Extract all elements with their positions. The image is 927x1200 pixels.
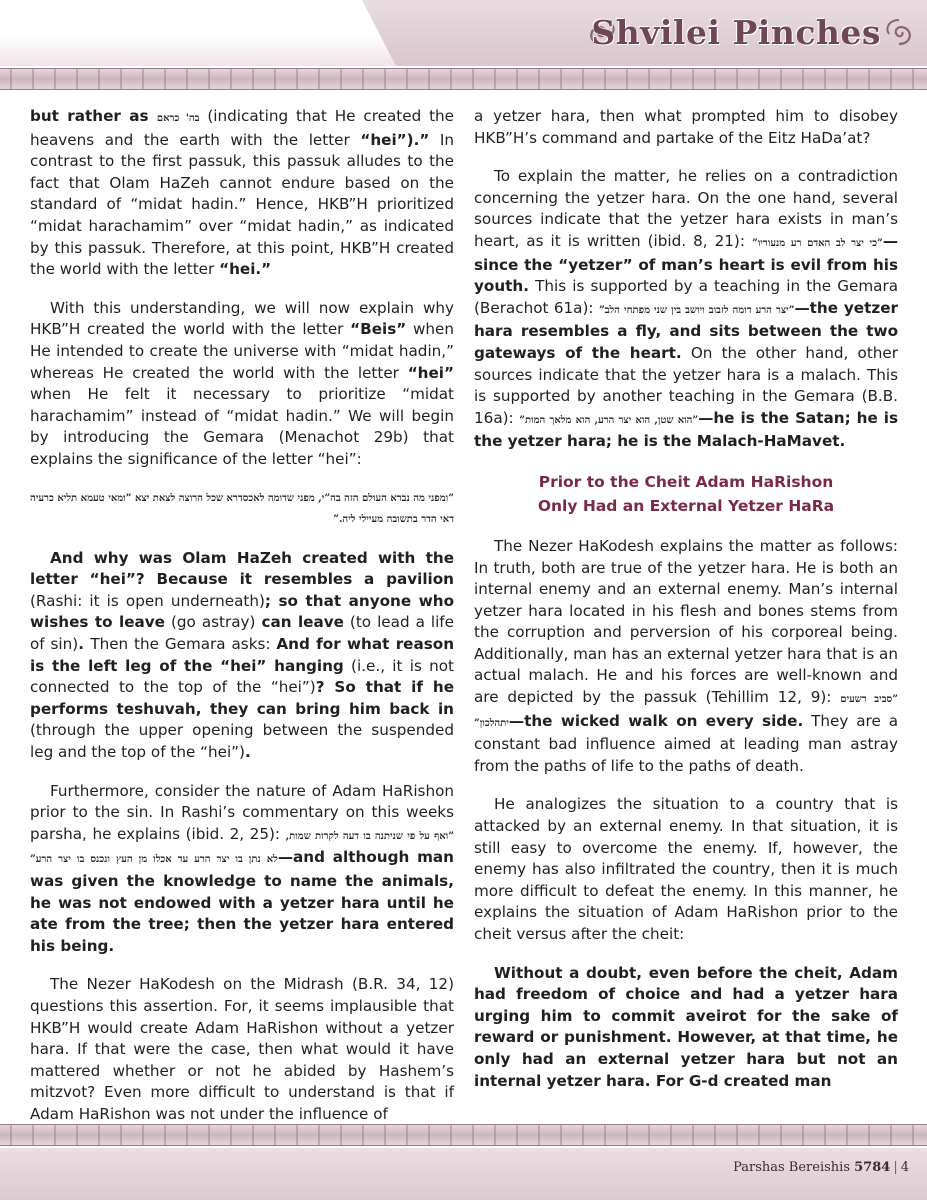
body-text: (indicating that He created the heavens and the earth with the letter	[30, 107, 455, 149]
body-text: The Nezer HaKodesh explains the matter as follows: In truth, both are true of the yetzer hara. He is both an internal enemy and an external enemy. Man’s internal yetzer hara located in his flesh and bones stems from the corruption and perversion of his corporeal being. Additionally, man has an external yetzer hara that is an actual malach. He and his forces are well-known and are depicted by the passuk (Tehillim 12, 9):	[474, 536, 898, 707]
paragraph	[474, 963, 898, 1093]
publication-title: Shvilei Pinches	[591, 13, 881, 52]
hebrew-phrase: ”הוא שטן, הוא יצר הרע, הוא מלאך המות”	[519, 414, 699, 426]
bold-text: “Beis”	[350, 320, 407, 339]
body-text: (go astray)	[164, 613, 262, 632]
hebrew-phrase: ”יצר הרע דומה לזבוב ויושב בין שני מפתחי הלב”	[598, 304, 795, 316]
page-footer	[733, 1158, 909, 1178]
body-text: This is supported by a teaching in the Gemara (Berachot 61a):	[474, 277, 898, 317]
swirl-ornament-icon	[881, 14, 917, 50]
paragraph	[474, 166, 898, 453]
hebrew-phrase: ”סביב רשעים יתהלכון”	[474, 694, 898, 729]
hebrew-phrase: ”ואף על פי שניתנה בו דעה לקרות שמות, לא נתן בו יצר הרע עד אכלו מן העץ ונכנס בו יצר הרע”	[30, 830, 454, 866]
section-heading	[474, 470, 898, 518]
body-text: Then the Gemara asks:	[90, 635, 277, 654]
body-text: (to lead a life of sin)	[30, 613, 454, 654]
paragraph	[30, 298, 454, 471]
bold-text: can leave	[261, 613, 344, 632]
body-text: when He intended to create the universe with “midat hadin,” whereas He created the world with the letter	[30, 320, 454, 382]
paragraph	[30, 106, 454, 281]
year: 5784	[854, 1160, 891, 1175]
bold-text: .	[78, 635, 91, 654]
body-text: when He felt it necessary to prioritize “midat harachamim” instead of “midat hadin.” We will begin by introducing the Gemara (Menachot 29b) that explains the significance of the letter “hei”:	[30, 385, 454, 468]
section-heading-line: Prior to the Cheit Adam HaRishon	[538, 472, 834, 491]
bold-text: “hei”	[407, 363, 454, 382]
bold-text: Without a doubt, even before the cheit, Adam had freedom of choice and had a yetzer hara urging him to commit aveirot for the sake of reward or punishment. However, at that time, he only had an external yetzer hara but not an internal yetzer hara. For G-d created man	[474, 963, 898, 1090]
bold-text: ? So that if he performs teshuvah, they can bring him back in	[30, 678, 455, 718]
body-text: (i.e., it is not connected to the top of the “hei”)	[30, 656, 454, 697]
paragraph	[474, 536, 898, 778]
hebrew-quote: ”ומפני מה נברא העולם הזה בה”י, מפני שדומה לאכסדרא שכל הרוצה לצאת יצא ”ומאי טעמא תליא כרעיה דאי הדר בתשובה מעיילי ליה.”	[30, 492, 454, 526]
body-text: Furthermore, consider the nature of Adam HaRishon prior to the sin. In Rashi’s commentary on this weeks parsha, he explains (ibid. 2, 25):	[30, 781, 454, 843]
paragraph	[30, 781, 454, 958]
body-text: The Nezer HaKodesh on the Midrash (B.R. 34, 12) questions this assertion. For, it seems implausible that HKB”H would create Adam HaRishon without a yetzer hara. If that were the case, then what would it have mattered whether or not he abided by Hashem’s mitzvot? Even more difficult to understand is that if Adam HaRishon was not under the influence of	[30, 975, 454, 1123]
paragraph	[474, 794, 898, 945]
bold-text: —and although man was given the knowledge to name the animals, he was not endowed with a yetzer hara until he ate from the tree; then the yetzer hara entered his being.	[30, 848, 454, 955]
page-number: 4	[900, 1160, 909, 1175]
body-text: With this understanding, we will now explain why HKB”H created the world with the letter	[30, 298, 454, 339]
hebrew-phrase: בה' כראם	[156, 113, 200, 124]
bold-text: ; so that anyone who wishes to leave	[30, 591, 454, 632]
bold-text: —the wicked walk on every side.	[508, 711, 804, 730]
body-text: a yetzer hara, then what prompted him to disobey HKB”H’s command and partake of the Eitz HaDa’at?	[474, 107, 898, 147]
paragraph	[30, 974, 454, 1125]
top-ornament-border	[0, 68, 927, 90]
right-column	[474, 106, 898, 1109]
separator: |	[893, 1160, 898, 1175]
bold-text: “hei”).”	[360, 130, 430, 149]
bold-text: but rather as	[30, 107, 157, 125]
body-text: (through the upper opening between the suspended leg and the top of the “hei”)	[30, 721, 454, 762]
bold-text: And for what reason is the left leg of the “hei” hanging	[30, 635, 455, 675]
hebrew-phrase: ”כי יצר לב האדם רע מנעוריו”	[751, 237, 883, 249]
bold-text: —since the “yetzer” of man’s heart is evil from his youth.	[474, 231, 898, 296]
bottom-ornament-border	[0, 1124, 927, 1146]
bold-text: —he is the Satan; he is the yetzer hara; he is the Malach-HaMavet.	[474, 408, 898, 451]
parsha-name: Parshas Bereishis	[733, 1160, 850, 1175]
bold-text: And why was Olam HaZeh created with the letter “hei”? Because it resembles a pavilion	[30, 548, 454, 589]
body-text: (Rashi: it is open underneath)	[30, 591, 265, 610]
body-text: He analogizes the situation to a country that is attacked by an external enemy. In that situation, it is still easy to overcome the enemy. If, however, the enemy has also infiltrated the country, then it is much more difficult to defeat the enemy. In this manner, he explains the situation of Adam HaRishon prior to the cheit versus after the cheit:	[474, 795, 898, 943]
body-text: In contrast to the first passuk, this passuk alludes to the fact that Olam HaZeh cannot endure based on the standard of “midat hadin.” Hence, HKB”H prioritized “midat harachamim” over “midat hadin,” as indicated by this passuk. Therefore, at this point, HKB”H created the world with the letter	[30, 130, 455, 279]
body-text: To explain the matter, he relies on a contradiction concerning the yetzer hara. On the one hand, several sources indicate that the yetzer hara exists in man’s heart, as it is written (ibid. 8, 21):	[474, 167, 898, 250]
bold-text: —the yetzer hara resembles a fly, and sits between the two gateways of the heart.	[474, 298, 898, 362]
paragraph	[474, 106, 898, 149]
body-text: They are a constant bad influence aimed at leading man astray from the paths of life to the paths of death.	[474, 711, 899, 775]
left-column	[30, 106, 454, 1143]
paragraph	[30, 548, 454, 764]
bold-text: .	[244, 743, 251, 762]
section-heading-line: Only Had an External Yetzer HaRa	[537, 496, 835, 515]
body-text: On the other hand, other sources indicate that the yetzer hara is a malach. This is supported by another teaching in the Gemara (B.B. 16a):	[474, 343, 899, 427]
bold-text: “hei.”	[219, 260, 272, 279]
